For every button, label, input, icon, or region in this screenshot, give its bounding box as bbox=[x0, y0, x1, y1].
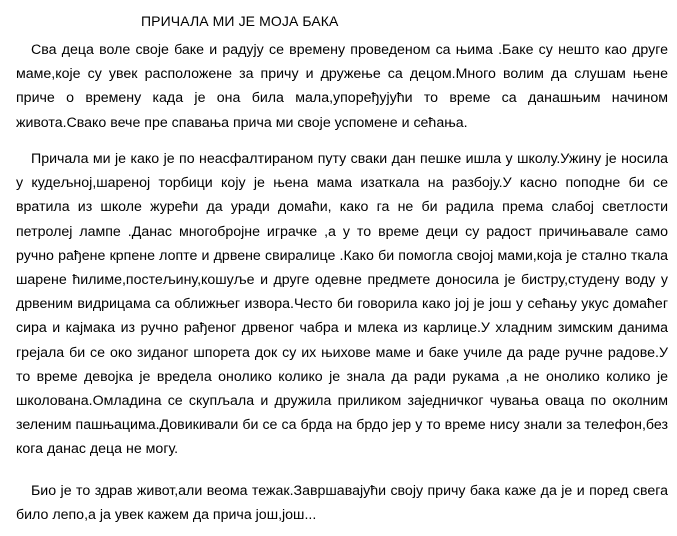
paragraph-intro: Сва деца воле своје баке и радују се времену проведеном са њима .Баке су нешто као друге маме,које су увек расположене за причу и дружење са децом.Много волим да слушам њене приче о времену када је она била мала,упоређујући то време са данашњим начином живота.Свако вече пре спавања прича ми своје успомене и сећања. bbox=[16, 42, 668, 131]
paragraph-conclusion: Био је то здрав живот,али веома тежак.Завршавајући своју причу бака каже да је и поред свега било лепо,а ја увек кажем да прича још,још... bbox=[16, 483, 668, 524]
paragraph-story: Причала ми је како је по неасфалтираном путу сваки дан пешке ишла у школу.Ужину је носила у кудељној,шареној торбици коју је њена мама изаткала на разбоју.У касно поподне би се вратила из школе журећи да уради домаћи, како га не би радила према слабој светлости петролеј лампе .Данас многобројне играчке ,а у то време деци су радост причињавале само ручно рађене крпене лопте и дрвене свиралице .Како би помогла својој мами,која је стално ткала шарене ћилиме,постељину,кошуље и друге одевне предмете доносила је бистру,студену воду у дрвеним видрицама са оближњег извора.Често би говорила како јој је још у сећању укус домаћег сира и кајмака из ручно рађеног дрвеног чабра и млека из карлице.У хладним зимским данима грејала би се око зиданог шпорета док су их њихове маме и баке училе да раде ручне радове.У то време девојка је вредела онолико колико је знала да ради рукама ,а не онолико колико је школована.Омладина се скупљала и дружила приликом заједничког чувања оваца по околним зеленим пашњацима.Довикивали би се са брда на брдо јер у то време нису знали за телефон,без кога данас деца не могу. bbox=[16, 151, 668, 458]
document-title: ПРИЧАЛА МИ ЈЕ МОЈА БАКА bbox=[141, 13, 339, 29]
